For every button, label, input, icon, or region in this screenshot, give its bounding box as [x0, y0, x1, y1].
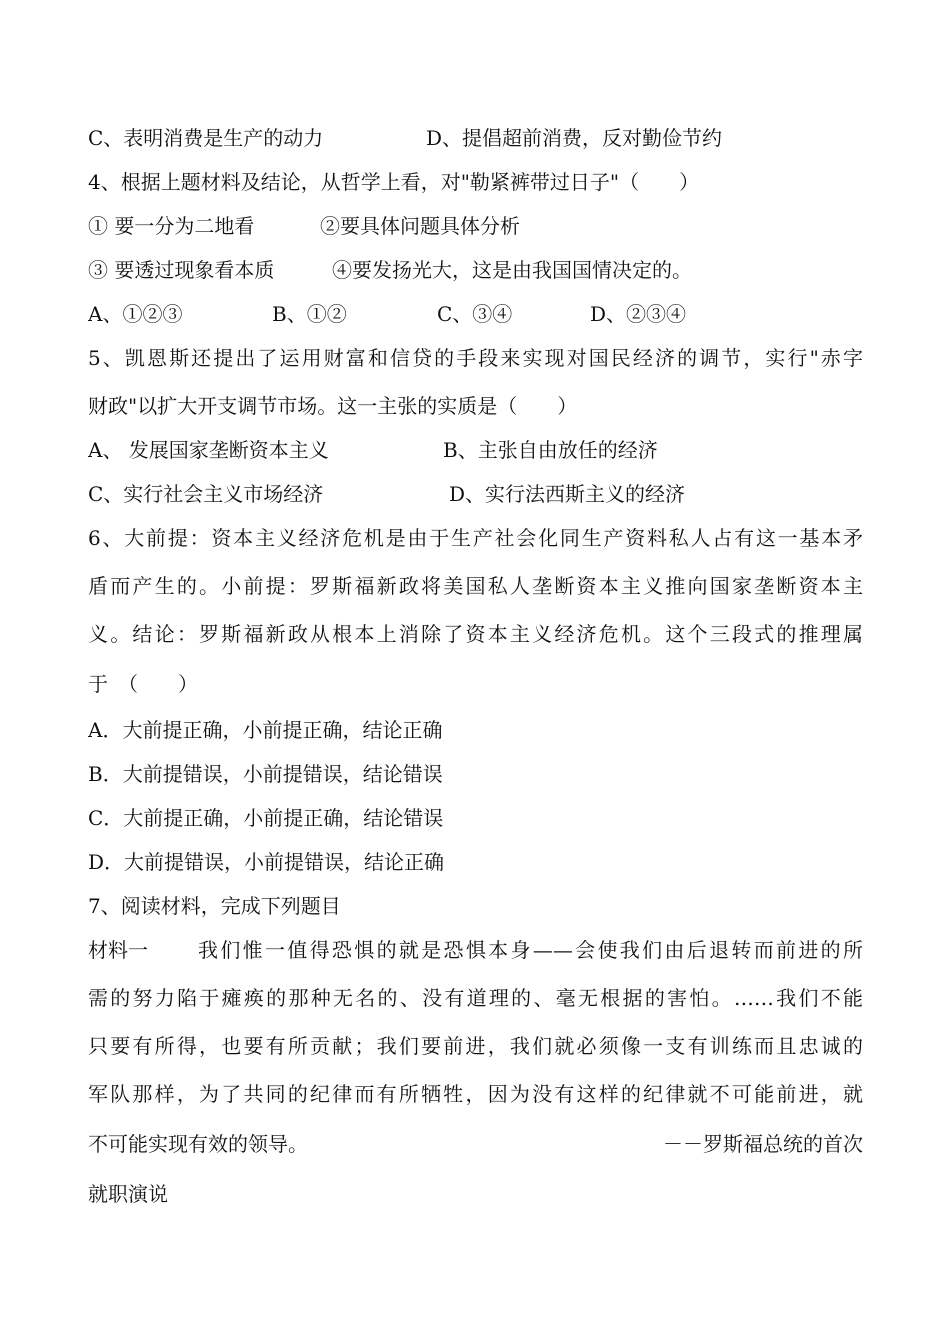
q7-source-line-1: －－罗斯福总统的首次 — [663, 1132, 863, 1156]
q7-source-line-2 — [88, 1180, 863, 1208]
q3-option-d: D、提倡超前消费，反对勤俭节约 — [426, 126, 723, 150]
q4-item-1: ① 要一分为二地看 — [88, 214, 255, 238]
q4-stem — [88, 168, 863, 196]
q6-stem-line-2: 盾而产生的。小前提：罗斯福新政将美国私人垄断资本主义推向国家垄断资本主 — [88, 574, 863, 598]
q4-item-3: ③ 要透过现象看本质 — [88, 258, 275, 282]
q6-stem-line-4-text: 于 （ ） — [88, 672, 198, 696]
q7-material-label: 材料一 — [88, 938, 148, 962]
q6-option-b-text: B．大前提错误，小前提错误，结论错误 — [88, 762, 443, 786]
q5-stem-line-2 — [88, 392, 863, 420]
q5-option-c: C、实行社会主义市场经济 — [88, 482, 324, 506]
q7-material-line-1 — [88, 936, 863, 964]
q7-material-line-1-text: 我们惟一值得恐惧的就是恐惧本身——会使我们由后退转而前进的所 — [198, 938, 863, 962]
q4-stem-text: 4、根据上题材料及结论，从哲学上看，对"勒紧裤带过日子"（ ） — [88, 170, 700, 194]
q4-option-c: C、③④ — [437, 302, 513, 326]
q6-option-a — [88, 716, 863, 744]
q4-option-b: B、①② — [272, 302, 347, 326]
q5-stem-line-2-text: 财政"以扩大开支调节市场。这一主张的实质是（ ） — [88, 394, 578, 418]
q5-option-b: B、主张自由放任的经济 — [443, 438, 658, 462]
q6-option-a-text: A．大前提正确，小前提正确，结论正确 — [88, 718, 443, 742]
q4-option-d: D、②③④ — [590, 302, 687, 326]
q7-material-line-5-text: 不可能实现有效的领导。 — [88, 1132, 308, 1156]
q5-stem-line-1: 5、凯恩斯还提出了运用财富和信贷的手段来实现对国民经济的调节，实行"赤字 — [88, 346, 863, 370]
q4-items-row-2 — [88, 256, 863, 284]
q4-item-2: ②要具体问题具体分析 — [320, 214, 520, 238]
q6-option-b — [88, 760, 863, 788]
q3-option-c: C、表明消费是生产的动力 — [88, 126, 324, 150]
q7-source-line-2-text: 就职演说 — [88, 1182, 168, 1206]
q4-options-row — [88, 300, 863, 328]
q3-options-row-cd — [88, 124, 863, 152]
q6-stem-line-1: 6、大前提：资本主义经济危机是由于生产社会化同生产资料私人占有这一基本矛 — [88, 526, 863, 550]
q5-options-row-ab — [88, 436, 863, 464]
q6-option-d-text: D．大前提错误，小前提错误，结论正确 — [88, 850, 445, 874]
q4-option-a: A、①②③ — [88, 302, 183, 326]
q7-material-line-4: 军队那样，为了共同的纪律而有所牺牲，因为没有这样的纪律就不可能前进，就 — [88, 1082, 863, 1106]
q7-stem-text: 7、阅读材料，完成下列题目 — [88, 894, 341, 918]
q5-option-d: D、实行法西斯主义的经济 — [449, 482, 686, 506]
q4-item-4: ④要发扬光大，这是由我国国情决定的。 — [332, 258, 692, 282]
q6-stem-line-4 — [88, 670, 863, 698]
q6-stem-line-3: 义。结论：罗斯福新政从根本上消除了资本主义经济危机。这个三段式的推理属 — [88, 622, 863, 646]
q7-material-line-5 — [88, 1130, 863, 1158]
q6-option-c-text: C．大前提正确，小前提正确，结论错误 — [88, 806, 444, 830]
q4-items-row-1 — [88, 212, 863, 240]
q5-option-a: A、 发展国家垄断资本主义 — [88, 438, 329, 462]
q7-material-line-3: 只要有所得，也要有所贡献；我们要前进，我们就必须像一支有训练而且忠诚的 — [88, 1034, 863, 1058]
q5-options-row-cd — [88, 480, 863, 508]
q7-stem — [88, 892, 863, 920]
q7-material-line-2: 需的努力陷于瘫痪的那种无名的、没有道理的、毫无根据的害怕。……我们不能 — [88, 986, 863, 1010]
q6-option-d — [88, 848, 863, 876]
q6-option-c — [88, 804, 863, 832]
